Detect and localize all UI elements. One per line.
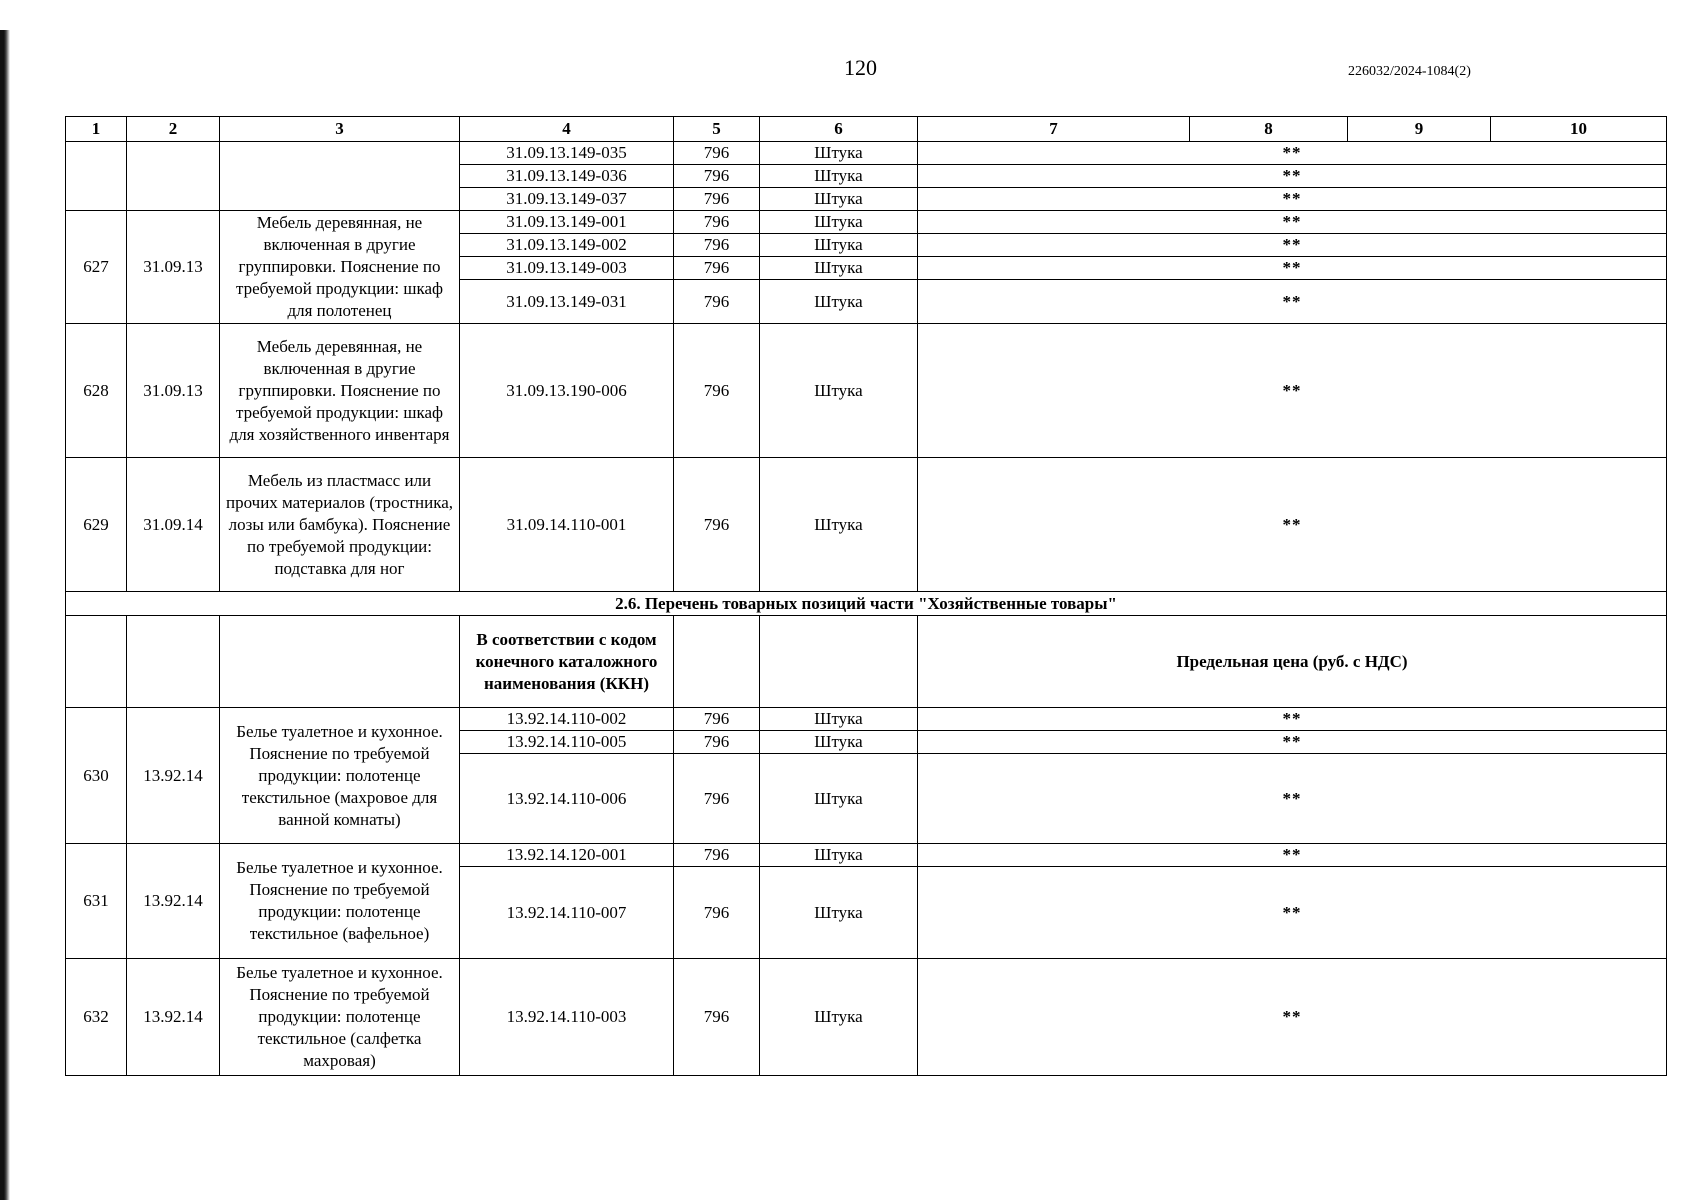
cell-okei: 796 bbox=[674, 754, 760, 844]
cell-desc: Белье туалетное и кухонное. Пояснение по требуемой продукции: полотенце текстильное (махровое для ванной комнаты) bbox=[220, 708, 460, 844]
cell-price: ** bbox=[918, 257, 1667, 280]
section-title: 2.6. Перечень товарных позиций части "Хозяйственные товары" bbox=[66, 592, 1667, 616]
cell-empty bbox=[220, 616, 460, 708]
table-row bbox=[66, 142, 1667, 165]
cell-unit: Штука bbox=[760, 754, 918, 844]
cell-price: ** bbox=[918, 142, 1667, 165]
cell-unit: Штука bbox=[760, 959, 918, 1076]
cell-unit: Штука bbox=[760, 458, 918, 592]
cell-unit: Штука bbox=[760, 324, 918, 458]
cell-unit: Штука bbox=[760, 257, 918, 280]
price-header: Предельная цена (руб. с НДС) bbox=[918, 616, 1667, 708]
cell-code: 13.92.14.110-006 bbox=[460, 754, 674, 844]
col-header: 7 bbox=[918, 117, 1190, 142]
col-header: 1 bbox=[66, 117, 127, 142]
cell-price: ** bbox=[918, 754, 1667, 844]
col-header: 5 bbox=[674, 117, 760, 142]
cell-desc: Мебель деревянная, не включенная в другие группировки. Пояснение по требуемой продукции: шкаф для полотенец bbox=[220, 211, 460, 324]
column-number-row bbox=[66, 117, 1667, 142]
col-header: 8 bbox=[1190, 117, 1348, 142]
cell-num: 631 bbox=[66, 844, 127, 959]
cell-code: 31.09.13.149-037 bbox=[460, 188, 674, 211]
cell-code: 13.92.14.110-002 bbox=[460, 708, 674, 731]
cell-okei: 796 bbox=[674, 708, 760, 731]
cell-empty bbox=[760, 616, 918, 708]
cell-desc: Мебель деревянная, не включенная в другие группировки. Пояснение по требуемой продукции: шкаф для хозяйственного инвентаря bbox=[220, 324, 460, 458]
cell-price: ** bbox=[918, 844, 1667, 867]
cell-okei: 796 bbox=[674, 731, 760, 754]
cell-num: 627 bbox=[66, 211, 127, 324]
cell-empty bbox=[674, 616, 760, 708]
cell-price: ** bbox=[918, 165, 1667, 188]
cell-unit: Штука bbox=[760, 731, 918, 754]
cell-code: 13.92.14.110-005 bbox=[460, 731, 674, 754]
cell-price: ** bbox=[918, 708, 1667, 731]
cell-unit: Штука bbox=[760, 708, 918, 731]
cell-okpd: 13.92.14 bbox=[127, 959, 220, 1076]
scan-edge bbox=[0, 30, 10, 1200]
cell-num bbox=[66, 142, 127, 211]
cell-okei: 796 bbox=[674, 165, 760, 188]
cell-unit: Штука bbox=[760, 280, 918, 324]
cell-empty bbox=[66, 616, 127, 708]
col-header: 10 bbox=[1491, 117, 1667, 142]
cell-num: 629 bbox=[66, 458, 127, 592]
goods-table bbox=[65, 116, 1667, 1076]
cell-price: ** bbox=[918, 234, 1667, 257]
cell-okpd: 31.09.14 bbox=[127, 458, 220, 592]
col-header: 3 bbox=[220, 117, 460, 142]
cell-unit: Штука bbox=[760, 188, 918, 211]
cell-code: 31.09.13.149-036 bbox=[460, 165, 674, 188]
cell-okei: 796 bbox=[674, 844, 760, 867]
cell-code: 13.92.14.110-003 bbox=[460, 959, 674, 1076]
cell-code: 31.09.13.149-001 bbox=[460, 211, 674, 234]
cell-okpd: 13.92.14 bbox=[127, 708, 220, 844]
cell-okei: 796 bbox=[674, 234, 760, 257]
cell-okpd bbox=[127, 142, 220, 211]
cell-price: ** bbox=[918, 731, 1667, 754]
cell-code: 31.09.13.149-035 bbox=[460, 142, 674, 165]
cell-code: 31.09.13.149-002 bbox=[460, 234, 674, 257]
cell-desc: Мебель из пластмасс или прочих материалов (тростника, лозы или бамбука). Пояснение по требуемой продукции: подставка для ног bbox=[220, 458, 460, 592]
cell-empty bbox=[127, 616, 220, 708]
cell-price: ** bbox=[918, 211, 1667, 234]
cell-code: 31.09.13.190-006 bbox=[460, 324, 674, 458]
section-header-row bbox=[66, 616, 1667, 708]
cell-okei: 796 bbox=[674, 959, 760, 1076]
cell-unit: Штука bbox=[760, 142, 918, 165]
section-row bbox=[66, 592, 1667, 616]
cell-okei: 796 bbox=[674, 188, 760, 211]
cell-price: ** bbox=[918, 324, 1667, 458]
kkn-header: В соответствии с кодом конечного каталожного наименования (ККН) bbox=[460, 616, 674, 708]
cell-unit: Штука bbox=[760, 211, 918, 234]
cell-unit: Штука bbox=[760, 867, 918, 959]
col-header: 2 bbox=[127, 117, 220, 142]
cell-price: ** bbox=[918, 867, 1667, 959]
cell-num: 632 bbox=[66, 959, 127, 1076]
cell-code: 13.92.14.110-007 bbox=[460, 867, 674, 959]
cell-num: 628 bbox=[66, 324, 127, 458]
cell-code: 13.92.14.120-001 bbox=[460, 844, 674, 867]
cell-okei: 796 bbox=[674, 142, 760, 165]
cell-price: ** bbox=[918, 458, 1667, 592]
document-reference: 226032/2024-1084(2) bbox=[1348, 64, 1471, 79]
table-row bbox=[66, 458, 1667, 592]
cell-unit: Штука bbox=[760, 844, 918, 867]
cell-code: 31.09.13.149-003 bbox=[460, 257, 674, 280]
cell-unit: Штука bbox=[760, 165, 918, 188]
col-header: 4 bbox=[460, 117, 674, 142]
cell-okei: 796 bbox=[674, 324, 760, 458]
cell-okei: 796 bbox=[674, 458, 760, 592]
col-header: 9 bbox=[1348, 117, 1491, 142]
cell-price: ** bbox=[918, 188, 1667, 211]
cell-okpd: 31.09.13 bbox=[127, 324, 220, 458]
table-row bbox=[66, 959, 1667, 1076]
cell-okei: 796 bbox=[674, 211, 760, 234]
cell-desc bbox=[220, 142, 460, 211]
cell-okei: 796 bbox=[674, 867, 760, 959]
cell-unit: Штука bbox=[760, 234, 918, 257]
table-row bbox=[66, 211, 1667, 234]
cell-desc: Белье туалетное и кухонное. Пояснение по требуемой продукции: полотенце текстильное (салфетка махровая) bbox=[220, 959, 460, 1076]
cell-price: ** bbox=[918, 280, 1667, 324]
cell-okei: 796 bbox=[674, 257, 760, 280]
cell-code: 31.09.14.110-001 bbox=[460, 458, 674, 592]
cell-num: 630 bbox=[66, 708, 127, 844]
table-row bbox=[66, 708, 1667, 731]
table-row bbox=[66, 324, 1667, 458]
cell-desc: Белье туалетное и кухонное. Пояснение по требуемой продукции: полотенце текстильное (вафельное) bbox=[220, 844, 460, 959]
page-number: 120 bbox=[844, 55, 877, 80]
cell-price: ** bbox=[918, 959, 1667, 1076]
cell-okpd: 31.09.13 bbox=[127, 211, 220, 324]
cell-code: 31.09.13.149-031 bbox=[460, 280, 674, 324]
cell-okei: 796 bbox=[674, 280, 760, 324]
cell-okpd: 13.92.14 bbox=[127, 844, 220, 959]
col-header: 6 bbox=[760, 117, 918, 142]
table-row bbox=[66, 844, 1667, 867]
